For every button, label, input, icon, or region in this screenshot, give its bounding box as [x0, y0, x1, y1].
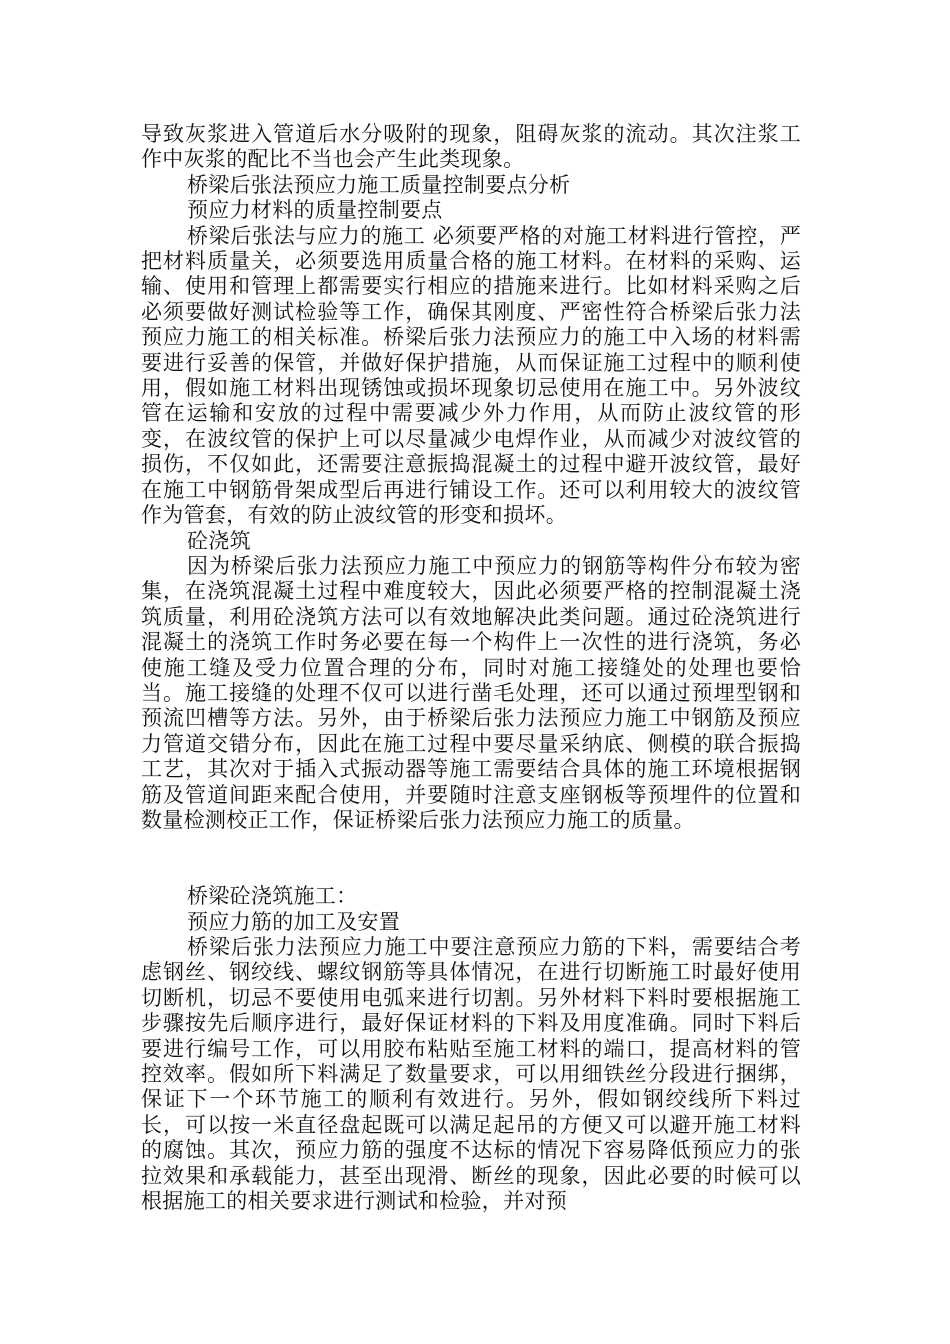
- paragraph-tendon-processing: 桥梁后张力法预应力施工中要注意预应力筋的下料，需要结合考虑钢丝、钢绞线、螺纹钢筋等具体情况，在进行切断施工时最好使用切断机，切忌不要使用电弧来进行切割。另外材料下料时要根据施工步骤按先后顺序进行，最好保证材料的下料及用度准确。同时下料后要进行编号工作，可以用胶布粘贴至施工材料的端口，提高材料的管控效率。假如所下料满足了数量要求，可以用细铁丝分段进行捆绑，保证下一个环节施工的顺利有效进行。另外，假如钢绞线所下料过长，可以按一米直径盘起既可以满足起吊的方便又可以避开施工材料的腐蚀。其次，预应力筋的强度不达标的情况下容易降低预应力的张拉效果和承载能力，甚至出现滑、断丝的现象，因此必要的时候可以根据施工的相关要求进行测试和检验，并对预: [141, 934, 801, 1214]
- document-body: [141, 122, 801, 1214]
- subheading-material-quality: 预应力材料的质量控制要点: [187, 198, 443, 223]
- section-heading-quality-control: 桥梁后张法预应力施工质量控制要点分析: [187, 172, 571, 197]
- subheading-concrete-pouring: 砼浇筑: [187, 528, 251, 553]
- blank-spacer: [141, 833, 801, 884]
- subheading-bridge-concrete-construction: 桥梁砼浇筑施工：: [187, 884, 358, 909]
- paragraph-concrete-pouring: 因为桥梁后张力法预应力施工中预应力的钢筋等构件分布较为密集，在浇筑混凝土过程中难度较大，因此必须要严格的控制混凝土浇筑质量，利用砼浇筑方法可以有效地解决此类问题。通过砼浇筑进行混凝土的浇筑工作时务必要在每一个构件上一次性的进行浇筑，务必使施工缝及受力位置合理的分布，同时对施工接缝处的处理也要恰当。施工接缝的处理不仅可以进行凿毛处理，还可以通过预埋型钢和预流凹槽等方法。另外，由于桥梁后张力法预应力施工中钢筋及预应力管道交错分布，因此在施工过程中要尽量采纳底、侧模的联合振捣工艺，其次对于插入式振动器等施工需要结合具体的施工环境根据钢筋及管道间距来配合使用，并要随时注意支座钢板等预埋件的位置和数量检测校正工作，保证桥梁后张力法预应力施工的质量。: [141, 553, 801, 832]
- paragraph-material-control: 桥梁后张法与应力的施工 必须要严格的对施工材料进行管控，严把材料质量关，必须要选用质量合格的施工材料。在材料的采购、运输、使用和管理上都需要实行相应的措施来进行。比如材料采购之后必须要做好测试检验等工作，确保其刚度、严密性符合桥梁后张力法预应力施工的相关标准。桥梁后张力法预应力的施工中入场的材料需要进行妥善的保管，并做好保护措施，从而保证施工过程中的顺利使用，假如施工材料出现锈蚀或损坏现象切忌使用在施工中。另外波纹管在运输和安放的过程中需要减少外力作用，从而防止波纹管的形变，在波纹管的保护上可以尽量减少电焊作业，从而减少对波纹管的损伤，不仅如此，还需要注意振捣混凝土的过程中避开波纹管，最好在施工中钢筋骨架成型后再进行铺设工作。还可以利用较大的波纹管作为管套，有效的防止波纹管的形变和损坏。: [141, 223, 801, 528]
- subheading-tendon-processing: 预应力筋的加工及安置: [187, 909, 400, 934]
- paragraph-continuation: 导致灰浆进入管道后水分吸附的现象，阻碍灰浆的流动。其次注浆工作中灰浆的配比不当也会产生此类现象。: [141, 122, 801, 172]
